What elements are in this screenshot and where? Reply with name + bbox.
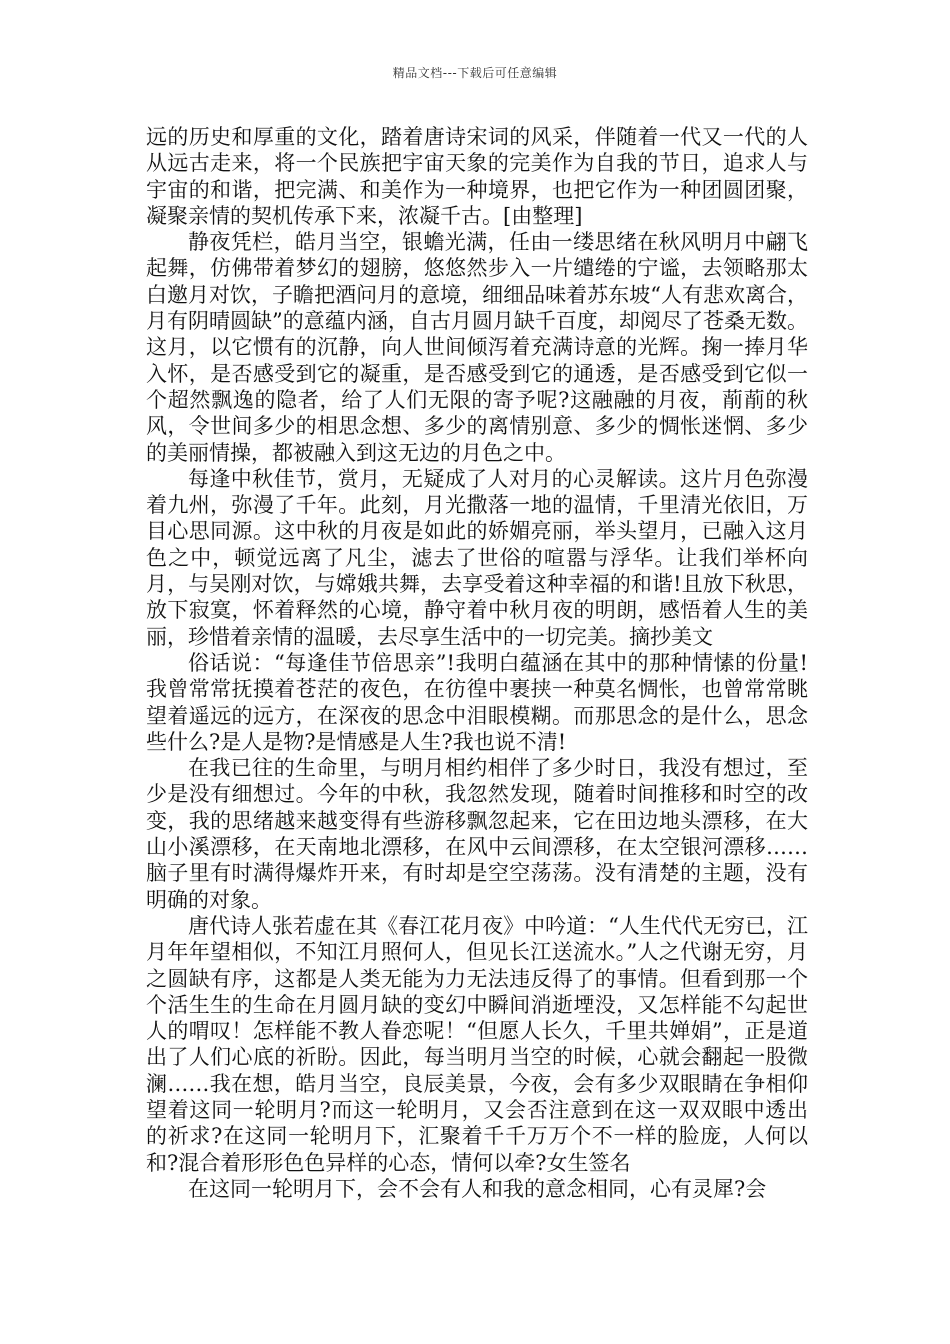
paragraph-7: 在这同一轮明月下，会不会有人和我的意念相同，心有灵犀?会 [188, 1176, 767, 1201]
article-body [146, 124, 808, 1202]
paragraph-5: 在我已往的生命里，与明月相约相伴了多少时日，我没有想过，至少是没有细想过。今年的中秋，我忽然发现，随着时间推移和时空的改变，我的思绪越来越变得有些游移飘忽起来，它在田边地头漂移，在大山小溪漂移，在天南地北漂移，在风中云间漂移，在太空银河漂移……脑子里有时满得爆炸开来，有时却是空空荡荡。没有清楚的主题，没有明确的对象。 [146, 756, 808, 912]
paragraph-4: 俗话说：“每逢佳节倍思亲”!我明白蕴涵在其中的那种情愫的份量!我曾常常抚摸着苍茫的夜色，在彷徨中裹挟一种莫名惆怅，也曾常常眺望着遥远的远方，在深夜的思念中泪眼模糊。而那思念的是什么，思念些什么?是人是物?是情感是人生?我也说不清! [146, 650, 808, 754]
paragraph-6: 唐代诗人张若虚在其《春江花月夜》中吟道：“人生代代无穷已，江月年年望相似，不知江月照何人，但见长江送流水。”人之代谢无穷，月之圆缺有序，这都是人类无能为力无法违反得了的事情。但看到那一个个活生生的生命在月圆月缺的变幻中瞬间消逝堙没，又怎样能不勾起世人的喟叹！怎样能不教人眷恋呢！“但愿人长久，千里共婵娟”，正是道出了人们心底的祈盼。因此，每当明月当空的时候，心就会翻起一股微澜……我在想，皓月当空，良辰美景，今夜，会有多少双眼睛在争相仰望着这同一轮明月?而这一轮明月，又会否注意到在这一双双眼中透出的祈求?在这同一轮明月下，汇聚着千千万万个不一样的脸庞，人何以和?混合着形形色色异样的心态，情何以牵?女生签名 [146, 913, 808, 1175]
paragraph-3: 每逢中秋佳节，赏月，无疑成了人对月的心灵解读。这片月色弥漫着九州，弥漫了千年。此刻，月光撒落一地的温情，千里清光依旧，万目心思同源。这中秋的月夜是如此的娇媚亮丽，举头望月，已融入这月色之中，顿觉远离了凡尘，滤去了世俗的喧嚣与浮华。让我们举杯向月，与吴刚对饮，与嫦娥共舞，去享受着这种幸福的和谐!且放下秋思，放下寂寞，怀着释然的心境，静守着中秋月夜的明朗，感悟着人生的美丽，珍惜着亲情的温暖，去尽享生活中的一切完美。摘抄美文 [146, 466, 808, 649]
page-header: 精品文档---下载后可任意编辑 [392, 66, 558, 80]
paragraph-1: 远的历史和厚重的文化，踏着唐诗宋词的风采，伴随着一代又一代的人从远古走来，将一个民族把宇宙天象的完美作为自我的节日，追求人与宇宙的和谐，把完满、和美作为一种境界，也把它作为一种团圆团聚，凝聚亲情的契机传承下来，浓凝千古。[由整理] [146, 125, 808, 228]
paragraph-2: 静夜凭栏，皓月当空，银蟾光满，任由一缕思绪在秋风明月中翩飞起舞，仿佛带着梦幻的翅膀，悠悠然步入一片缱绻的宁谧，去领略那太白邀月对饮，子瞻把酒问月的意境，细细品味着苏东坡“人有悲欢离合，月有阴晴圆缺”的意蕴内涵，自古月圆月缺千百度，却阅尽了苍桑无数。这月，以它惯有的沉静，向人世间倾泻着充满诗意的光辉。掬一捧月华入怀，是否感受到它的凝重，是否感受到它的通透，是否感受到它似一个超然飘逸的隐者，给了人们无限的寄予呢?这融融的月夜，萷萷的秋风，令世间多少的相思念想、多少的离情别意、多少的惆怅迷惘、多少的美丽情操，都被融入到这无边的月色之中。 [146, 230, 808, 465]
